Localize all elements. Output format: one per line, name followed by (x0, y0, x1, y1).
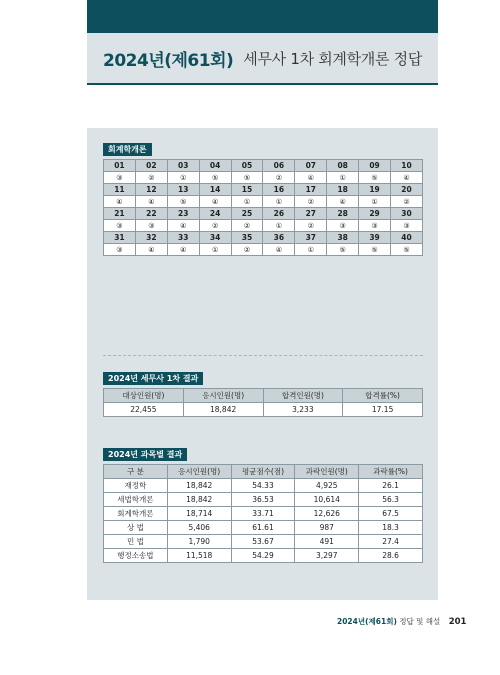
table-row (104, 493, 423, 507)
question-number-row (104, 184, 423, 196)
answer-cell: ② (295, 196, 327, 208)
question-number: 36 (263, 232, 295, 244)
question-number: 06 (263, 160, 295, 172)
answer-cell: ④ (327, 196, 359, 208)
subject-name: 세법학개론 (104, 493, 168, 507)
answers-section-label: 회계학개론 (103, 143, 152, 156)
footer-text: 정답 및 해설 (399, 617, 441, 626)
question-number: 02 (135, 160, 167, 172)
page-title-bar (87, 33, 438, 85)
answer-cell: ② (295, 220, 327, 232)
answer-cell: ③ (391, 220, 423, 232)
question-number: 13 (167, 184, 199, 196)
subject-cell: 36.53 (231, 493, 295, 507)
answer-table (103, 159, 423, 256)
answer-cell: ① (167, 172, 199, 184)
question-number: 38 (327, 232, 359, 244)
question-number: 32 (135, 232, 167, 244)
question-number: 05 (231, 160, 263, 172)
result-header: 합격인원(명) (263, 389, 343, 403)
page-title-subject: 세무사 1차 회계학개론 정답 (243, 49, 423, 68)
answer-cell: ⑤ (327, 244, 359, 256)
table-row (104, 521, 423, 535)
question-number: 22 (135, 208, 167, 220)
answer-cell: ③ (135, 220, 167, 232)
subject-cell: 67.5 (359, 507, 423, 521)
answer-cell: ② (391, 196, 423, 208)
result-cell: 22,455 (104, 403, 184, 417)
answer-cell: ⑤ (167, 196, 199, 208)
answer-cell: ④ (263, 244, 295, 256)
question-number: 17 (295, 184, 327, 196)
subjects-header: 과락률(%) (359, 465, 423, 479)
question-number: 04 (199, 160, 231, 172)
question-number: 35 (231, 232, 263, 244)
subject-cell: 18,842 (167, 493, 231, 507)
question-number: 34 (199, 232, 231, 244)
page-number: 201 (448, 617, 467, 627)
subject-cell: 3,297 (295, 549, 359, 563)
divider (103, 355, 423, 356)
question-number: 27 (295, 208, 327, 220)
result-header: 합격률(%) (343, 389, 423, 403)
answer-cell: ④ (104, 196, 136, 208)
answer-cell: ② (135, 172, 167, 184)
question-number: 19 (359, 184, 391, 196)
answer-row (104, 244, 423, 256)
answer-cell: ① (327, 172, 359, 184)
question-number: 33 (167, 232, 199, 244)
answer-cell: ① (263, 220, 295, 232)
subject-cell: 12,626 (295, 507, 359, 521)
table-row (104, 549, 423, 563)
subject-cell: 28.6 (359, 549, 423, 563)
answer-cell: ⑤ (199, 172, 231, 184)
answer-cell: ③ (359, 220, 391, 232)
subject-cell: 1,790 (167, 535, 231, 549)
subjects-header: 과락인원(명) (295, 465, 359, 479)
answer-cell: ③ (104, 172, 136, 184)
question-number: 21 (104, 208, 136, 220)
answer-cell: ④ (199, 196, 231, 208)
answer-cell: ① (359, 196, 391, 208)
subject-name: 재정학 (104, 479, 168, 493)
table-row (104, 535, 423, 549)
subjects-header: 응시인원(명) (167, 465, 231, 479)
question-number: 07 (295, 160, 327, 172)
answer-cell: ③ (104, 244, 136, 256)
subject-name: 행정소송법 (104, 549, 168, 563)
answer-cell: ② (199, 220, 231, 232)
subject-cell: 18,842 (167, 479, 231, 493)
subject-cell: 27.4 (359, 535, 423, 549)
question-number-row (104, 208, 423, 220)
subject-cell: 11,518 (167, 549, 231, 563)
question-number: 03 (167, 160, 199, 172)
subjects-header: 구 분 (104, 465, 168, 479)
answer-cell: ④ (135, 196, 167, 208)
subject-cell: 4,925 (295, 479, 359, 493)
answer-cell: ③ (327, 220, 359, 232)
subject-cell: 54.33 (231, 479, 295, 493)
subject-name: 민 법 (104, 535, 168, 549)
subject-cell: 18.3 (359, 521, 423, 535)
question-number: 18 (327, 184, 359, 196)
subject-cell: 61.61 (231, 521, 295, 535)
question-number: 16 (263, 184, 295, 196)
question-number: 08 (327, 160, 359, 172)
question-number: 30 (391, 208, 423, 220)
subjects-section-label: 2024년 과목별 결과 (103, 448, 187, 461)
subject-name: 회계학개론 (104, 507, 168, 521)
result-table (103, 388, 423, 417)
question-number: 26 (263, 208, 295, 220)
answer-cell: ⑤ (231, 172, 263, 184)
answer-cell: ② (231, 244, 263, 256)
table-row (104, 479, 423, 493)
result-cell: 17.15 (343, 403, 423, 417)
subjects-table (103, 464, 423, 563)
subject-cell: 18,714 (167, 507, 231, 521)
question-number: 37 (295, 232, 327, 244)
result-header: 대상인원(명) (104, 389, 184, 403)
question-number: 40 (391, 232, 423, 244)
answer-cell: ② (231, 220, 263, 232)
answer-row (104, 220, 423, 232)
answer-cell: ④ (167, 244, 199, 256)
question-number: 09 (359, 160, 391, 172)
question-number: 14 (199, 184, 231, 196)
subject-cell: 56.3 (359, 493, 423, 507)
answer-row (104, 172, 423, 184)
question-number: 24 (199, 208, 231, 220)
question-number: 25 (231, 208, 263, 220)
page-footer (337, 616, 466, 627)
question-number: 39 (359, 232, 391, 244)
question-number: 31 (104, 232, 136, 244)
question-number: 11 (104, 184, 136, 196)
answer-cell: ⑤ (391, 244, 423, 256)
answer-cell: ① (263, 196, 295, 208)
subject-cell: 26.1 (359, 479, 423, 493)
subject-cell: 10,614 (295, 493, 359, 507)
answer-row (104, 196, 423, 208)
subject-name: 상 법 (104, 521, 168, 535)
question-number-row (104, 232, 423, 244)
answer-cell: ⑤ (359, 172, 391, 184)
answer-cell: ② (263, 172, 295, 184)
subject-cell: 53.67 (231, 535, 295, 549)
answer-cell: ① (231, 196, 263, 208)
question-number: 01 (104, 160, 136, 172)
answer-cell: ⑤ (359, 244, 391, 256)
header-band (87, 0, 438, 33)
answer-cell: ④ (391, 172, 423, 184)
question-number: 29 (359, 208, 391, 220)
answer-cell: ③ (104, 220, 136, 232)
footer-year: 2024년(제61회) (337, 617, 397, 626)
answer-cell: ④ (135, 244, 167, 256)
page-title-year: 2024년(제61회) (103, 50, 234, 71)
answer-cell: ④ (167, 220, 199, 232)
subjects-header: 평균점수(점) (231, 465, 295, 479)
question-number: 12 (135, 184, 167, 196)
answer-cell: ① (295, 244, 327, 256)
result-cell: 3,233 (263, 403, 343, 417)
subject-cell: 33.71 (231, 507, 295, 521)
subject-cell: 987 (295, 521, 359, 535)
result-cell: 18,842 (183, 403, 263, 417)
result-header: 응시인원(명) (183, 389, 263, 403)
question-number-row (104, 160, 423, 172)
question-number: 10 (391, 160, 423, 172)
subject-cell: 54.29 (231, 549, 295, 563)
answer-cell: ④ (295, 172, 327, 184)
question-number: 28 (327, 208, 359, 220)
table-row (104, 403, 423, 417)
question-number: 23 (167, 208, 199, 220)
question-number: 15 (231, 184, 263, 196)
table-row (104, 507, 423, 521)
question-number: 20 (391, 184, 423, 196)
answer-cell: ① (199, 244, 231, 256)
subject-cell: 491 (295, 535, 359, 549)
result-section-label: 2024년 세무사 1차 결과 (103, 372, 203, 385)
subject-cell: 5,406 (167, 521, 231, 535)
